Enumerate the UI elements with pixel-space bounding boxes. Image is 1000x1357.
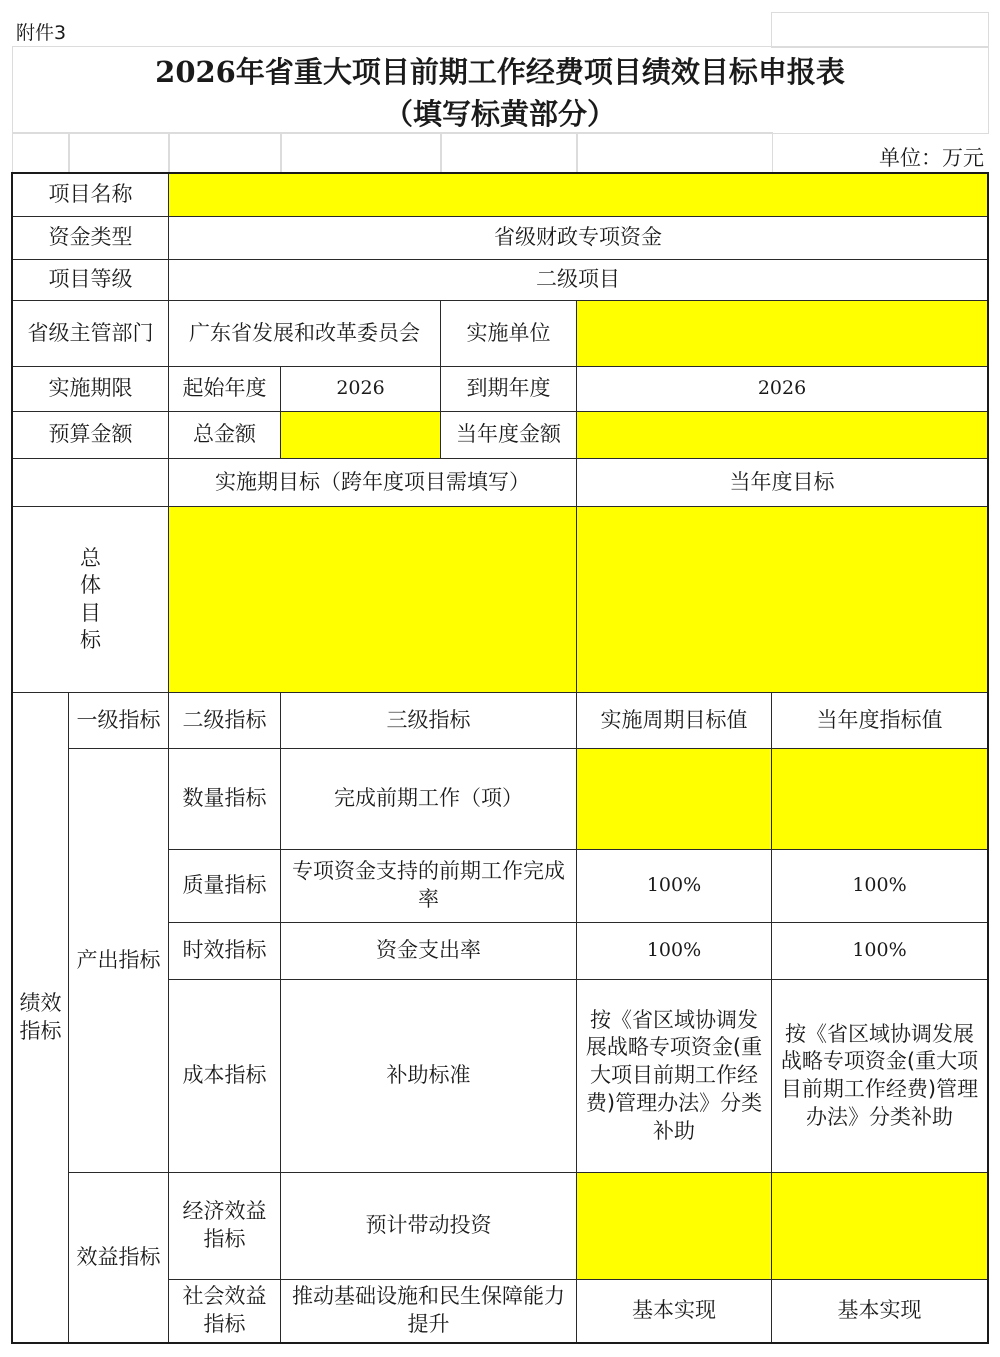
annex-label: 附件3	[16, 22, 67, 44]
overall-goal-char: 总	[80, 545, 101, 570]
period-target-value: 基本实现	[576, 1279, 772, 1343]
current-amount-input[interactable]	[576, 411, 988, 459]
period-target-value: 100%	[576, 922, 772, 980]
period-target-value: 100%	[576, 849, 772, 923]
form-title: 2026年省重大项目前期工作经费项目绩效目标申报表	[155, 55, 845, 89]
faint-gridline	[12, 132, 70, 174]
goals-header-blank	[12, 458, 169, 507]
period-target-input[interactable]	[576, 1172, 772, 1280]
budget-label: 预算金额	[12, 411, 169, 459]
faint-gridline	[771, 12, 989, 48]
level2-cell: 质量指标	[168, 849, 281, 923]
fund-type-value: 省级财政专项资金	[168, 216, 988, 260]
overall-goal-char: 体	[80, 573, 101, 598]
level1-header: 一级指标	[68, 692, 169, 749]
performance-indicator-label	[12, 692, 69, 1343]
start-year-value: 2026	[280, 366, 441, 412]
current-goal-input[interactable]	[576, 506, 988, 693]
output-indicator-label: 产出指标	[68, 748, 169, 1173]
end-year-value: 2026	[576, 366, 988, 412]
current-goal-header: 当年度目标	[576, 458, 988, 507]
current-target-value: 100%	[771, 922, 988, 980]
level3-cell: 推动基础设施和民生保障能力提升	[280, 1279, 577, 1343]
faint-gridline	[168, 132, 282, 174]
impl-unit-input[interactable]	[576, 300, 988, 367]
level3-cell: 专项资金支持的前期工作完成率	[280, 849, 577, 923]
level2-cell: 经济效益指标	[168, 1172, 281, 1280]
faint-gridline	[68, 132, 170, 174]
fund-type-label: 资金类型	[12, 216, 169, 260]
indicator-label-line: 指标	[19, 1018, 62, 1043]
overall-goal-char: 目	[80, 600, 101, 625]
overall-goal-char: 标	[80, 627, 101, 652]
faint-gridline	[576, 132, 773, 174]
project-name-input[interactable]	[168, 173, 988, 217]
start-year-label: 起始年度	[168, 366, 281, 412]
period-label: 实施期限	[12, 366, 169, 412]
indicator-label-line: 绩效	[19, 991, 62, 1016]
dept-value: 广东省发展和改革委员会	[168, 300, 441, 367]
total-amount-label: 总金额	[168, 411, 281, 459]
project-level-value: 二级项目	[168, 259, 988, 301]
level2-cell: 时效指标	[168, 922, 281, 980]
faint-gridline	[280, 132, 442, 174]
period-target-input[interactable]	[576, 748, 772, 850]
project-name-label: 项目名称	[12, 173, 169, 217]
level2-cell: 数量指标	[168, 748, 281, 850]
period-target-value: 按《省区域协调发展战略专项资金(重大项目前期工作经费)管理办法》分类补助	[576, 979, 772, 1173]
current-target-input[interactable]	[771, 1172, 988, 1280]
current-amount-label: 当年度金额	[440, 411, 577, 459]
level3-cell: 资金支出率	[280, 922, 577, 980]
period-goal-header: 实施期目标（跨年度项目需填写）	[168, 458, 577, 507]
total-amount-input[interactable]	[280, 411, 441, 459]
form-subtitle: （填写标黄部分）	[383, 97, 616, 131]
current-target-header: 当年度指标值	[771, 692, 988, 749]
current-target-value: 按《省区域协调发展战略专项资金(重大项目前期工作经费)管理办法》分类补助	[771, 979, 988, 1173]
period-goal-input[interactable]	[168, 506, 577, 693]
end-year-label: 到期年度	[440, 366, 577, 412]
level2-cell: 社会效益指标	[168, 1279, 281, 1343]
level3-cell: 补助标准	[280, 979, 577, 1173]
level3-cell: 完成前期工作（项）	[280, 748, 577, 850]
current-target-input[interactable]	[771, 748, 988, 850]
current-target-value: 100%	[771, 849, 988, 923]
unit-label: 单位：万元	[879, 146, 984, 170]
level3-header: 三级指标	[280, 692, 577, 749]
level2-cell: 成本指标	[168, 979, 281, 1173]
level3-cell: 预计带动投资	[280, 1172, 577, 1280]
level2-header: 二级指标	[168, 692, 281, 749]
overall-goal-label	[12, 506, 169, 693]
impl-unit-label: 实施单位	[440, 300, 577, 367]
faint-gridline	[440, 132, 578, 174]
current-target-value: 基本实现	[771, 1279, 988, 1343]
dept-label: 省级主管部门	[12, 300, 169, 367]
benefit-indicator-label: 效益指标	[68, 1172, 169, 1343]
project-level-label: 项目等级	[12, 259, 169, 301]
period-target-header: 实施周期目标值	[576, 692, 772, 749]
